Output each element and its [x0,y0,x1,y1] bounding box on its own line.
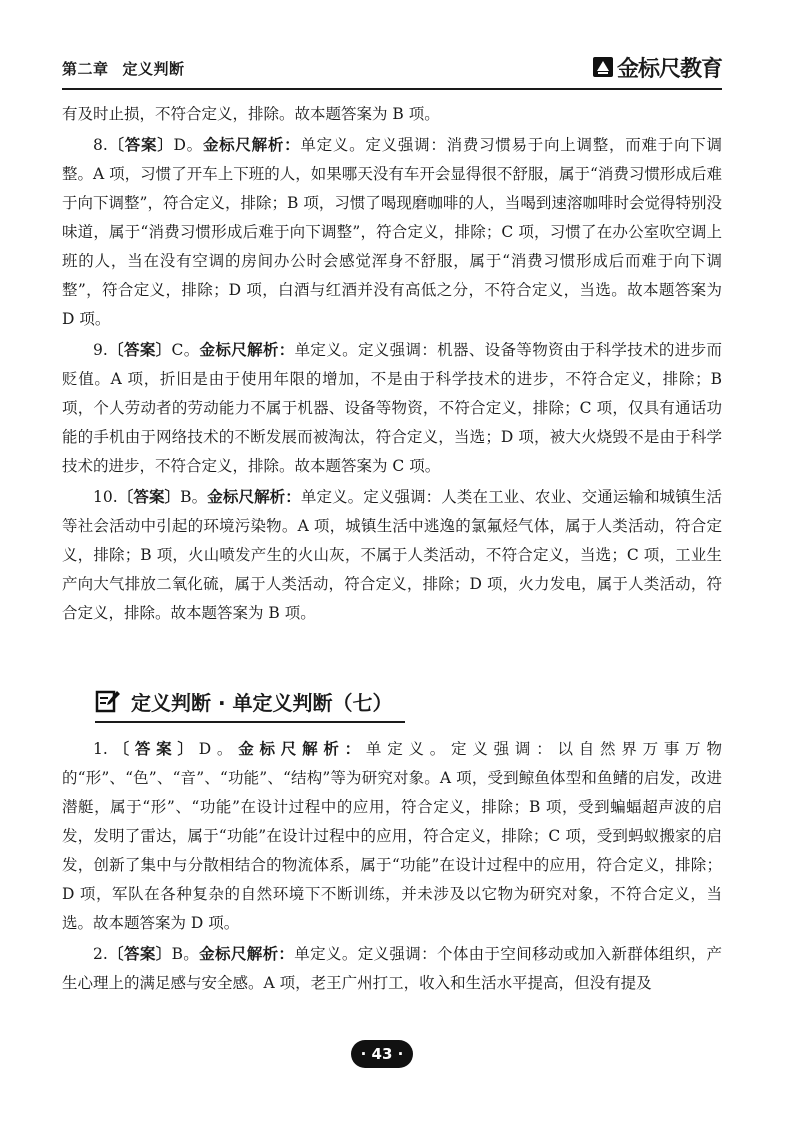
brand-name: 金标尺教育 [616,56,722,82]
answer-item-2 [62,940,722,998]
analysis-text: 单定义。定义强调：消费习惯易于向上调整，而难于向下调整。A 项，习惯了开车上下班的人，如果哪天没有车开会显得很不舒服，属于“消费习惯形成后难于向下调整”，符合定义，排除；B 项，习惯了喝现磨咖啡的人，当喝到速溶咖啡时会觉得特别没味道，属于“消费习惯形成后难于向下调整”，符合定义，排除；C 项，习惯了在办公室吹空调上班的人，当在没有空调的房间办公时会感觉浑身不舒服，属于“消费习惯形成后而难于向下调整”，符合定义，排除；D 项，白酒与红酒并没有高低之分，不符合定义，当选。故本题答案为 D 项。 [62,136,722,328]
brand-icon [592,56,614,78]
chapter-number: 第二章 [62,60,109,78]
answer-label: 〔答案〕 [117,488,181,506]
answer-section-1 [62,100,722,630]
answer-value: B。 [180,488,208,506]
item-number: 1. [93,740,108,758]
answer-value: D。 [173,136,203,154]
analysis-label: 金标尺解析： [207,488,301,506]
brand-logo [592,53,722,81]
item-number: 10. [93,488,118,506]
page-number: · 43 · [351,1040,413,1068]
answer-value: D。 [198,740,239,758]
answer-value: C。 [171,341,200,359]
page-header [62,48,722,90]
answer-item-10 [62,483,722,628]
section-heading [95,681,405,723]
answer-item-1 [62,735,722,938]
analysis-text: 单定义。定义强调：个体由于空间移动或加入新群体组织，产生心理上的满足感与安全感。A 项，老王广州打工，收入和生活水平提高，但没有提及 [62,945,722,992]
analysis-label: 金标尺解析： [199,945,295,963]
analysis-text: 单定义。定义强调：以自然界万事万物的“形”、“色”、“音”、“功能”、“结构”等为研究对象。A 项，受到鲸鱼体型和鱼鳍的启发，改进潜艇，属于“形”、“功能”在设计过程中的应用，符合定义，排除；B 项，受到蝙蝠超声波的启发，发明了雷达，属于“功能”在设计过程中的应用，符合定义，排除；C 项，受到蚂蚁搬家的启发，创新了集中与分散相结合的物流体系，属于“功能”在设计过程中的应用，符合定义，排除；D 项，军队在各种复杂的自然环境下不断训练，并未涉及以它物为研究对象，不符合定义，当选。故本题答案为 D 项。 [62,740,722,932]
answer-value: B。 [171,945,200,963]
item-number: 2. [93,945,108,963]
answer-label: 〔答案〕 [107,136,174,154]
answer-label: 〔答案〕 [107,740,199,758]
continuation-text: 有及时止损，不符合定义，排除。故本题答案为 B 项。 [62,105,440,123]
edit-note-icon [95,688,121,714]
answer-item-8 [62,131,722,334]
section-title-text: 定义判断 · 单定义判断（七） [131,690,393,715]
answer-label: 〔答案〕 [107,945,172,963]
answer-section-2 [62,735,722,1000]
item-number: 8. [93,136,108,154]
item-number: 9. [93,341,108,359]
analysis-label: 金标尺解析： [202,136,301,154]
analysis-text: 单定义。定义强调：人类在工业、农业、交通运输和城镇生活等社会活动中引起的环境污染物。A 项，城镇生活中逃逸的氯氟烃气体，属于人类活动，符合定义，排除；B 项，火山喷发产生的火山灰，不属于人类活动，不符合定义，当选；C 项，工业生产向大气排放二氧化硫，属于人类活动，符合定义，排除；D 项，火力发电，属于人类活动，符合定义，排除。故本题答案为 B 项。 [62,488,722,622]
analysis-label: 金标尺解析： [238,740,366,758]
chapter-title: 定义判断 [122,60,185,78]
answer-item-9 [62,336,722,481]
chapter-heading [62,58,185,79]
answer-label: 〔答案〕 [107,341,172,359]
analysis-text: 单定义。定义强调：机器、设备等物资由于科学技术的进步而贬值。A 项，折旧是由于使用年限的增加，不是由于科学技术的进步，不符合定义，排除；B 项，个人劳动者的劳动能力不属于机器、设备等物资，不符合定义，排除；C 项，仅具有通话功能的手机由于网络技术的不断发展而被淘汰，符合定义，当选；D 项，被大火烧毁不是由于科学技术的进步，不符合定义，排除。故本题答案为 C 项。 [62,341,722,475]
analysis-label: 金标尺解析： [199,341,295,359]
